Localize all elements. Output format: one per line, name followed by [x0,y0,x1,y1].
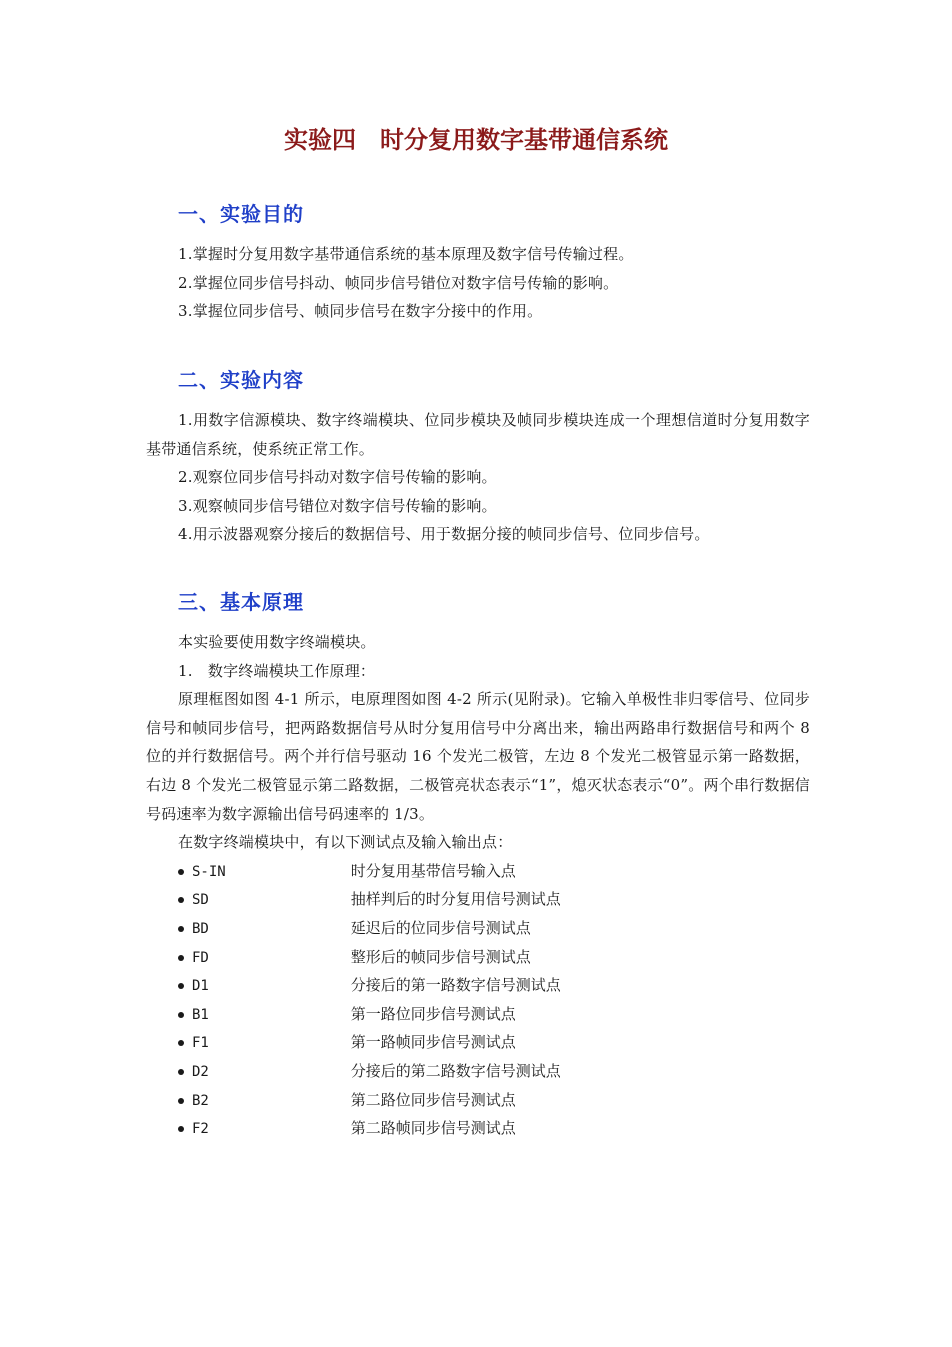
paragraph: 4.用示波器观察分接后的数据信号、用于数据分接的帧同步信号、位同步信号。 [178,525,710,544]
paragraph: 3.掌握位同步信号、帧同步信号在数字分接中的作用。 [178,302,543,321]
test-point-code: F1 [192,1035,209,1052]
paragraph: 2.掌握位同步信号抖动、帧同步信号错位对数字信号传输的影响。 [178,273,619,292]
list-item [146,1114,810,1143]
section-content [146,366,810,549]
test-point-code: B1 [192,1006,209,1023]
bullet-icon [178,1126,184,1132]
paragraph: 1. 数字终端模块工作原理： [178,661,376,680]
document-title: 实验四 时分复用数字基带通信系统 [284,126,668,154]
section-principle [146,588,810,1143]
test-point-code: FD [192,949,209,966]
test-point-description: 第二路位同步信号测试点 [350,1090,516,1109]
paragraph: 本实验要使用数字终端模块。 [178,633,376,651]
list-item [146,885,810,914]
paragraph: 3.观察帧同步信号错位对数字信号传输的影响。 [178,496,497,515]
paragraph: 在数字终端模块中，有以下测试点及输入输出点： [178,833,513,852]
test-point-code: D1 [192,978,209,995]
section-heading: 三、基本原理 [178,590,304,614]
test-point-code: S-IN [192,863,226,880]
list-item [146,943,810,972]
test-point-description: 第二路帧同步信号测试点 [350,1119,516,1138]
test-point-code: F2 [192,1121,209,1138]
test-point-code: SD [192,892,209,909]
test-point-description: 分接后的第一路数字信号测试点 [350,976,561,995]
section-objectives [146,200,810,326]
test-point-description: 延迟后的位同步信号测试点 [350,918,531,937]
list-item [146,1086,810,1115]
paragraph: 1.掌握时分复用数字基带通信系统的基本原理及数字信号传输过程。 [178,245,634,263]
list-item [146,914,810,943]
test-point-list [146,857,810,1143]
test-point-description: 第一路帧同步信号测试点 [350,1033,516,1052]
test-point-description: 抽样判后的时分复用信号测试点 [350,890,561,909]
bullet-icon [178,983,184,989]
list-item [146,1000,810,1029]
bullet-icon [178,869,184,875]
list-item [146,857,810,886]
list-item [146,1057,810,1086]
test-point-code: BD [192,920,209,937]
paragraph: 2.观察位同步信号抖动对数字信号传输的影响。 [178,468,497,487]
bullet-icon [178,1012,184,1018]
section-heading: 一、实验目的 [178,202,304,226]
paragraph: 原理框图如图 4-1 所示，电原理图如图 4-2 所示(见附录)。它输入单极性非归零信号、位同步信号和帧同步信号，把两路数据信号从时分复用信号中分离出来，输出两路串行数据信号和两个 8 位的并行数据信号。两个并行信号驱动 16 个发光二极管，左边 8 个发光二极管显示第一路数据，右边 8 个发光二极管显示第二路数据，二极管亮状态表示“1”，熄灭状态表示“0”。两个串行数据信号码速率为数字源输出信号码速率的 1/3。 [146,690,810,823]
list-item [146,971,810,1000]
test-point-code: B2 [192,1092,209,1109]
test-point-description: 时分复用基带信号输入点 [350,861,516,880]
test-point-description: 分接后的第二路数字信号测试点 [350,1061,561,1080]
paragraph: 1.用数字信源模块、数字终端模块、位同步模块及帧同步模块连成一个理想信道时分复用数字基带通信系统，使系统正常工作。 [146,411,810,458]
bullet-icon [178,926,184,932]
test-point-description: 整形后的帧同步信号测试点 [350,947,531,966]
bullet-icon [178,1040,184,1046]
bullet-icon [178,955,184,961]
list-item [146,1028,810,1057]
bullet-icon [178,897,184,903]
bullet-icon [178,1069,184,1075]
test-point-description: 第一路位同步信号测试点 [350,1004,516,1023]
section-heading: 二、实验内容 [178,368,304,392]
bullet-icon [178,1098,184,1104]
test-point-code: D2 [192,1063,209,1080]
